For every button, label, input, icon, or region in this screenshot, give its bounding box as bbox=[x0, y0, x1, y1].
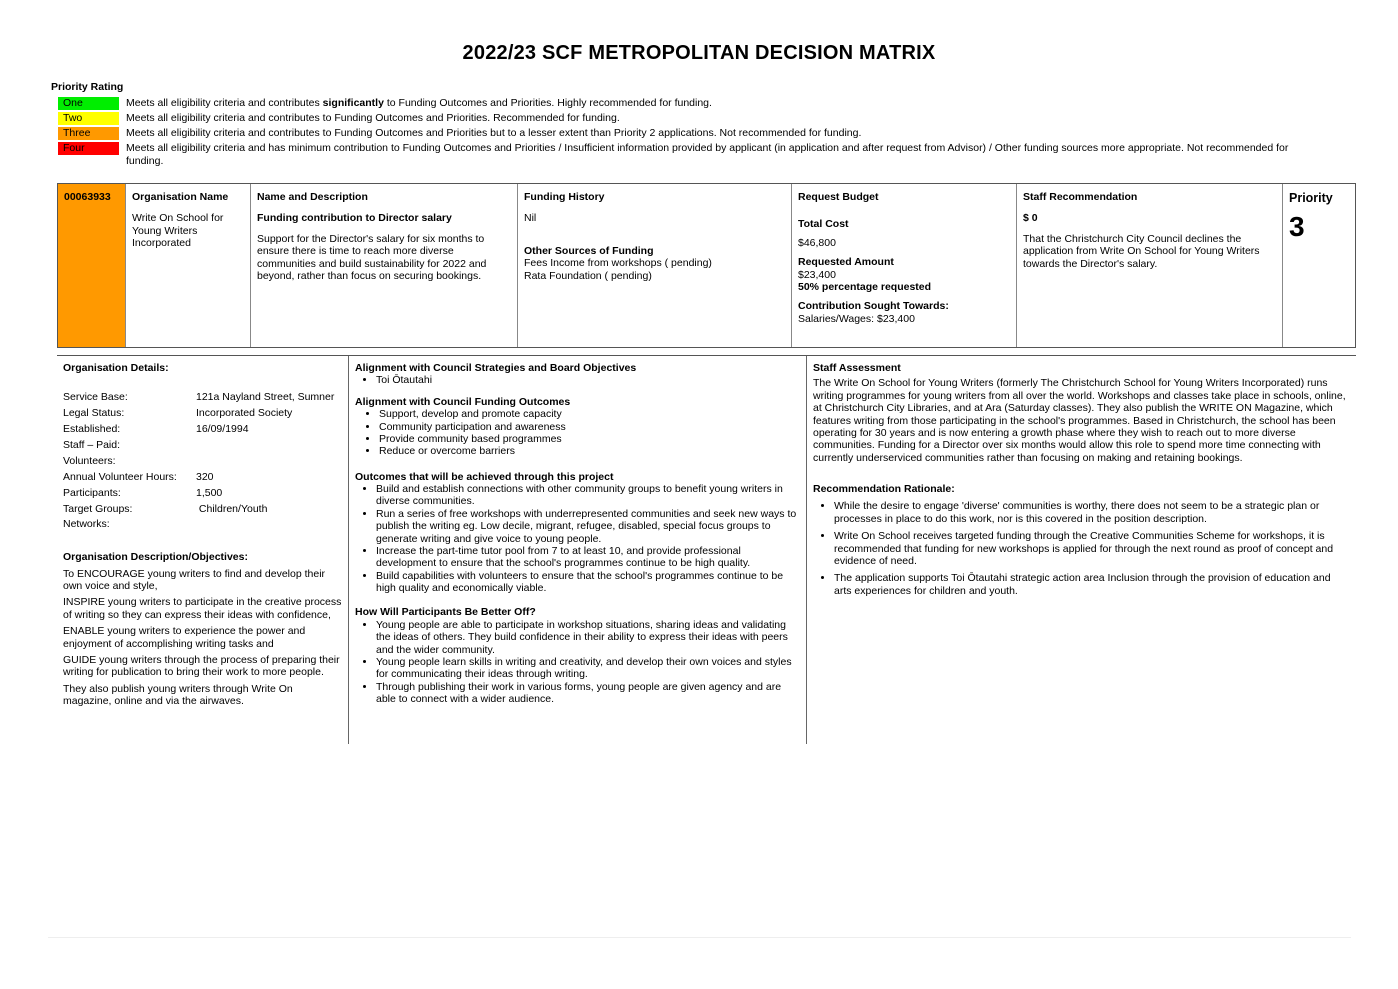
org-detail-row: Established: 16/09/1994 bbox=[63, 423, 249, 436]
organisation-details-column bbox=[57, 356, 348, 744]
outcomes-list bbox=[355, 408, 800, 458]
objective: ENABLE young writers to experience the power and enjoyment of accomplishing writing tasks and bbox=[63, 625, 306, 650]
list-item: • Reduce or overcome barriers bbox=[379, 445, 800, 457]
project-outcomes-title: Outcomes that will be achieved through this project bbox=[355, 470, 614, 483]
list-item: • Build and establish connections with other community groups to benefit young writers in diverse communities. bbox=[376, 483, 800, 508]
alignment-column bbox=[348, 356, 806, 744]
legend-text-two: Meets all eligibility criteria and contributes to Funding Outcomes and Priorities. Recommended for funding. bbox=[126, 112, 620, 124]
priority-cell bbox=[1282, 184, 1355, 347]
objective: INSPIRE young writers to participate in the creative process of writing so they can express their ideas with confidence, bbox=[63, 596, 342, 621]
org-detail-row: Annual Volunteer Hours: 320 bbox=[63, 470, 214, 483]
other-source: Rata Foundation ( pending) bbox=[524, 269, 652, 282]
staff-text: That the Christchurch City Council declines the application from Write On School for Young Writers towards the Director's salary. bbox=[1023, 232, 1260, 270]
swatch-two: Two bbox=[58, 112, 119, 125]
project-outcomes-list bbox=[355, 483, 800, 594]
total-cost-label: Total Cost bbox=[798, 218, 849, 231]
rationale-list bbox=[813, 500, 1350, 597]
fund-header: Funding History bbox=[524, 191, 605, 203]
org-detail-row: Service Base: 121a Nayland Street, Sumner bbox=[63, 391, 335, 404]
list-item: • The application supports Toi Ōtautahi strategic action area Inclusion through the provision of education and arts experiences for children and youth. bbox=[834, 572, 1350, 597]
list-item: • Toi Ōtautahi bbox=[376, 374, 800, 386]
org-detail-row: Networks: bbox=[63, 518, 110, 531]
strategies-title: Alignment with Council Strategies and Board Objectives bbox=[355, 362, 637, 374]
objective: GUIDE young writers through the process of preparing their writing for publication to bring their work to more people. bbox=[63, 653, 340, 679]
assessment-title: Staff Assessment bbox=[813, 362, 901, 374]
objective: They also publish young writers through Write On magazine, online and via the airwaves. bbox=[63, 682, 293, 707]
total-cost: $46,800 bbox=[798, 236, 836, 249]
legend-row-three bbox=[58, 127, 1318, 140]
contribution: Salaries/Wages: $23,400 bbox=[798, 312, 915, 325]
funding-history-cell bbox=[517, 184, 791, 347]
org-detail-row: Target Groups: Children/Youth bbox=[63, 502, 268, 515]
better-off-list bbox=[355, 619, 800, 706]
better-off-title: How Will Participants Be Better Off? bbox=[355, 606, 536, 619]
contribution-label: Contribution Sought Towards: bbox=[798, 300, 949, 313]
legend-row-four bbox=[58, 142, 1318, 167]
fund-history: Nil bbox=[524, 212, 537, 225]
budget-header: Request Budget bbox=[798, 191, 879, 203]
rationale-title: Recommendation Rationale: bbox=[813, 483, 955, 495]
priority-value: 3 bbox=[1289, 210, 1305, 242]
legend-text-four: Meets all eligibility criteria and has minimum contribution to Funding Outcomes and Priorities / Insufficient information provided by applicant (in application and after request from Advisor) / Other funding sources more appropriate. Not recommended for funding. bbox=[126, 142, 1289, 167]
requested-label: Requested Amount bbox=[798, 256, 894, 269]
other-sources-title: Other Sources of Funding bbox=[524, 244, 654, 257]
list-item: • Through publishing their work in various forms, young people are given agency and are able to connect with a wider audience. bbox=[376, 681, 800, 706]
org-details-title: Organisation Details: bbox=[63, 362, 169, 374]
staff-amount: $ 0 bbox=[1023, 212, 1038, 225]
org-name: Write On School for Young Writers Incorporated bbox=[132, 212, 224, 250]
organisation-cell bbox=[125, 184, 250, 347]
desc-text: Support for the Director's salary for six months to ensure there is time to reach more diverse communities and build sustainability for 2022 and beyond, rather than focus on securing bookings. bbox=[257, 232, 487, 282]
application-summary-table bbox=[57, 183, 1356, 348]
strategies-list bbox=[355, 374, 800, 386]
list-item: • Support, develop and promote capacity bbox=[379, 408, 800, 420]
other-source: Fees Income from workshops ( pending) bbox=[524, 257, 712, 270]
list-item: • Write On School receives targeted funding through the Creative Communities Scheme for workshops, it is recommended that funding for new workshops is applied for through the next round as proof of concept and evidence of need. bbox=[834, 530, 1350, 567]
org-desc-title: Organisation Description/Objectives: bbox=[63, 551, 248, 564]
swatch-one: One bbox=[58, 97, 119, 110]
staff-assessment-column bbox=[806, 356, 1356, 744]
list-item: • While the desire to engage 'diverse' communities is worthy, there does not seem to be a strategic plan or processes in place to do this work, nor is this covered in the position description. bbox=[834, 500, 1350, 525]
priority-rating-label: Priority Rating bbox=[51, 81, 124, 93]
desc-header: Name and Description bbox=[257, 191, 368, 203]
page-title: 2022/23 SCF METROPOLITAN DECISION MATRIX bbox=[462, 42, 936, 64]
requested-amount: $23,400 bbox=[798, 268, 836, 281]
org-detail-row: Participants: 1,500 bbox=[63, 486, 223, 499]
page-divider bbox=[48, 937, 1351, 938]
objective: To ENCOURAGE young writers to find and develop their own voice and style, bbox=[63, 567, 326, 592]
list-item: • Young people learn skills in writing and creativity, and develop their own voices and styles for communicating their ideas through writing. bbox=[376, 656, 800, 681]
outcomes-title: Alignment with Council Funding Outcomes bbox=[355, 395, 571, 408]
legend-row-two bbox=[58, 112, 1318, 125]
org-detail-row: Staff – Paid: bbox=[63, 439, 121, 451]
list-item: • Run a series of free workshops with underrepresented communities and seek new ways to publish the writing eg. Low decile, migrant, refugee, disabled, special focus groups to generate writing and give voice to young people. bbox=[376, 508, 800, 545]
org-name-header: Organisation Name bbox=[132, 191, 229, 203]
swatch-four: Four bbox=[58, 142, 119, 155]
swatch-three: Three bbox=[58, 127, 119, 140]
desc-title: Funding contribution to Director salary bbox=[257, 212, 452, 225]
list-item: • Young people are able to participate in workshop situations, sharing ideas and validating the ideas of others. They build confidence in their ability to express their ideas with peers and the wider community. bbox=[376, 619, 800, 656]
application-id-cell bbox=[58, 184, 125, 347]
legend-text-three: Meets all eligibility criteria and contributes to Funding Outcomes and Priorities but to a lesser extent than Priority 2 applications. Not recommended for funding. bbox=[126, 127, 862, 139]
list-item: • Provide community based programmes bbox=[379, 433, 800, 445]
details-section bbox=[57, 355, 1356, 744]
assessment-text: The Write On School for Young Writers (formerly The Christchurch School for Young Writers Incorporated) runs writing programmes for young writers from all over the world. Workshops and classes take place in schools, online, at Christchurch City Libraries, and at Ara (Saturday classes). They also publish the WRITE ON Magazine, which features writing from those participating in the school's programmes. Based in Christchurch, the school has been operating for 30 years and is now entering a growth phase where they wish to reach out to more diverse communities. Funding for a Director over six months would allow this role to spend more time connecting with currently underserviced communities rather than focusing on making and retaining bookings. bbox=[813, 377, 1346, 464]
legend-text-one: Meets all eligibility criteria and contributes significantly to Funding Outcomes and Priorities. Highly recommended for funding. bbox=[126, 97, 712, 109]
list-item: • Increase the part-time tutor pool from 7 to at least 10, and provide professional development to ensure that the school's programmes continue to be high quality. bbox=[376, 545, 800, 570]
request-budget-cell bbox=[791, 184, 1016, 347]
legend-row-one bbox=[58, 97, 1318, 110]
list-item: • Community participation and awareness bbox=[379, 421, 800, 433]
org-detail-row: Legal Status: Incorporated Society bbox=[63, 407, 293, 420]
application-id: 00063933 bbox=[64, 191, 111, 203]
staff-recommendation-cell bbox=[1016, 184, 1282, 347]
priority-header: Priority bbox=[1289, 191, 1333, 205]
percentage-requested: 50% percentage requested bbox=[798, 280, 932, 293]
staff-header: Staff Recommendation bbox=[1023, 191, 1138, 203]
description-cell bbox=[250, 184, 517, 347]
list-item: • Build capabilities with volunteers to ensure that the school's programmes continue to be high quality and economically viable. bbox=[376, 570, 800, 595]
org-detail-row: Volunteers: bbox=[63, 454, 116, 467]
priority-legend bbox=[58, 97, 1318, 169]
